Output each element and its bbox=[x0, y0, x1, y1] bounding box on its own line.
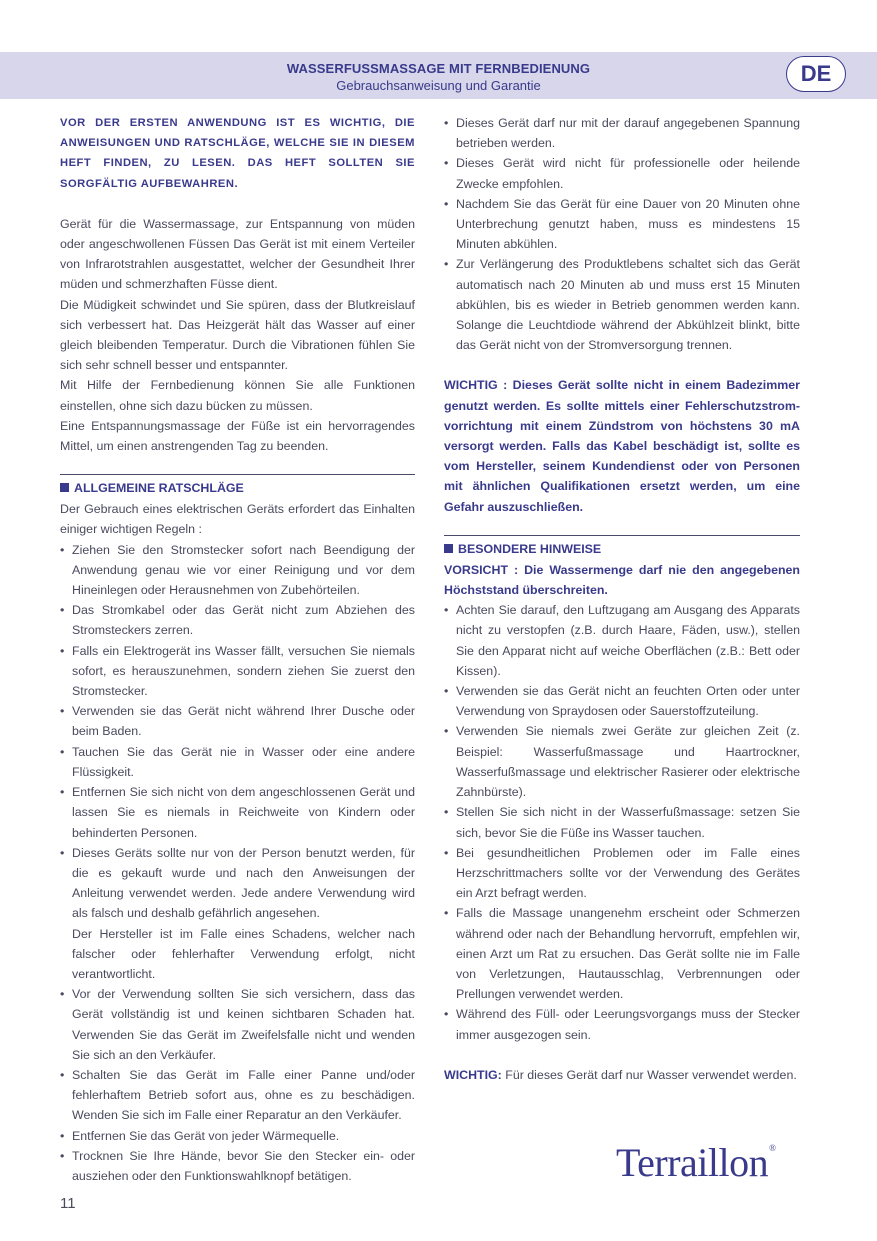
list-item: • Entfernen Sie sich nicht von dem angeschlossenen Gerät und lassen Sie es niemals in Reichweite von Kindern oder behinderten Personen. bbox=[60, 785, 415, 840]
final-note-label: WICHTIG: bbox=[444, 1067, 502, 1082]
list-item: • Zur Verlängerung des Produktlebens schaltet sich das Gerät automatisch nach 20 Minuten ab und muss erst 15 Minuten abkühlen, bis es wieder in Betrieb genommen werden kann. Solange die Leuchtdiode während der Abkühlzeit blinkt, bitte das Gerät nicht von der Stromversorgung trennen. bbox=[444, 257, 800, 353]
list-item: • Verwenden sie das Gerät nicht während Ihrer Dusche oder beim Baden. bbox=[60, 704, 415, 739]
section-divider bbox=[60, 474, 415, 475]
section-heading-special: BESONDERE HINWEISE bbox=[444, 538, 800, 560]
section-intro: Der Gebrauch eines elektrischen Geräts erfordert das Einhalten einiger wichtigen Regeln : bbox=[60, 502, 415, 537]
final-note-text: Für dieses Gerät darf nur Wasser verwendet werden. bbox=[501, 1067, 797, 1082]
section-heading-general: ALLGEMEINE RATSCHLÄGE bbox=[60, 477, 415, 499]
list-item: • Verwenden Sie niemals zwei Geräte zur gleichen Zeit (z. Beispiel: Wasserfußmassage und Haartrockner, Wasserfußmassage und elektrischer Rasierer oder elektrische Zahnbürste). bbox=[444, 724, 800, 800]
list-item: • Falls ein Elektrogerät ins Wasser fällt, versuchen Sie niemals sofort, es herauszunehmen, sondern ziehen Sie zuerst den Stromstecker. bbox=[60, 643, 415, 699]
special-notes-list bbox=[444, 600, 800, 1044]
list-item: • Falls die Massage unangenehm erscheint oder Schmerzen während oder nach der Behandlung hervorruft, empfehlen wir, einen Arzt um Rat zu ersuchen. Das Gerät sollte nie im Falle von Verletzungen, Hautausschlag, Verbrennungen oder Prellungen verwendet werden. bbox=[444, 906, 800, 1002]
list-item: • Dieses Gerät wird nicht für professionelle oder heilende Zwecke empfohlen. bbox=[444, 156, 800, 191]
list-item: • Ziehen Sie den Stromstecker sofort nach Beendigung der Anwendung genau wie vor einer Reinigung und vor dem Hineinlegen oder Herausnehmen von Zubehörteilen. bbox=[60, 542, 415, 598]
usage-conditions-list bbox=[444, 113, 800, 355]
list-item: • Vor der Verwendung sollten Sie sich versichern, dass das Gerät vollständig ist und keinen sichtbaren Schaden hat. Verwenden Sie das Gerät im Zweifelsfalle nicht und wenden Sie sich an den Verkäufer. bbox=[60, 987, 415, 1062]
document-subtitle: Gebrauchsanweisung und Garantie bbox=[336, 78, 541, 93]
list-item: • Nachdem Sie das Gerät für eine Dauer von 20 Minuten ohne Unterbrechung genutzt haben, muss es mindestens 15 Minuten abkühlen. bbox=[444, 196, 800, 252]
document-title: WASSERFUSSMASSAGE MIT FERNBEDIENUNG bbox=[286, 61, 591, 76]
square-bullet-icon bbox=[444, 544, 453, 553]
intro-paragraph-2: Die Müdigkeit schwindet und Sie spüren, dass der Blutkreislauf sich verbessert hat. Das Heizgerät hält das Wasser auf einer gleich bleibenden Temperatur. Durch die Vibrationen fühlen Sie sich sehr schnell besser und entspannter. bbox=[60, 297, 415, 373]
logo-text: Terraillon bbox=[616, 1140, 769, 1185]
final-note bbox=[444, 1065, 800, 1085]
right-column bbox=[444, 113, 800, 1085]
intro-paragraph-4: Eine Entspannungsmassage der Füße ist ein hervorragendes Mittel, um einen anstrengenden Tag zu beenden. bbox=[60, 418, 415, 454]
page-number: 11 bbox=[60, 1195, 76, 1212]
intro-paragraph-3: Mit Hilfe der Fernbedienung können Sie alle Funktionen einstellen, ohne sich dazu bücken zu müssen. bbox=[60, 378, 415, 413]
list-item-continuation: Der Hersteller ist im Falle eines Schadens, welcher nach falscher oder fehlerhafter Verwendung erfolgt, nicht verantwortlicht. bbox=[72, 926, 415, 981]
list-item: • Verwenden sie das Gerät nicht an feuchten Orten oder unter Verwendung von Spraydosen oder Sauerstoffzuteilung. bbox=[444, 684, 800, 719]
list-item: • Achten Sie darauf, den Luftzugang am Ausgang des Apparats nicht zu verstopfen (z.B. durch Haare, Fäden, usw.), stellen Sie den Apparat nicht auf weiche Oberflächen (z.B.: Bett oder Kissen). bbox=[444, 603, 800, 678]
caution-notice: VORSICHT : Die Wassermenge darf nie den angegebenen Höchststand überschreiten. bbox=[444, 562, 800, 598]
intro-paragraph-1: Gerät für die Wassermassage, zur Entspannung von müden oder angeschwollenen Füssen Das Gerät ist mit einem Verteiler von Infrarotstrahlen ausgestattet, welcher der Gesundheit Ihrer müden und schmerzhaften Füsse dient. bbox=[60, 216, 415, 292]
general-advice-list bbox=[60, 540, 415, 1187]
list-item: • Tauchen Sie das Gerät nie in Wasser oder eine andere Flüssigkeit. bbox=[60, 744, 415, 779]
list-item: • Das Stromkabel oder das Gerät nicht zum Abziehen des Stromsteckers zerren. bbox=[60, 603, 415, 638]
square-bullet-icon bbox=[60, 483, 69, 492]
list-item: • Während des Füll- oder Leerungsvorgangs muss der Stecker immer ausgezogen sein. bbox=[444, 1007, 800, 1042]
terraillon-logo bbox=[616, 1138, 806, 1188]
important-warning: WICHTIG : Dieses Gerät sollte nicht in einem Badezimmer genutzt werden. Es sollte mittels einer Fehlerschutzstrom-vorrichtung mit einem Zündstrom von höchstens 30 mA versorgt werden. Falls das Kabel beschädigt ist, sollte es vom Hersteller, seinem Kundendienst oder von Personen mit ähnlichen Qualifikationen ersetzt werden, um eine Gefahr auszuschließen. bbox=[444, 378, 800, 514]
list-item: • Schalten Sie das Gerät im Falle einer Panne und/oder fehlerhaftem Betrieb sofort aus, ohne es zu beschädigen. Wenden Sie sich im Falle einer Reparatur an den Verkäufer. bbox=[60, 1067, 415, 1123]
registered-mark: ® bbox=[769, 1143, 776, 1153]
left-column bbox=[60, 113, 415, 1186]
list-item: • Dieses Gerät darf nur mit der darauf angegebenen Spannung betrieben werden. bbox=[444, 116, 800, 151]
list-item: • Dieses Geräts sollte nur von der Person benutzt werden, für die es gekauft wurde und nach den Anweisungen der Anleitung verwendet werden. Jede andere Verwendung wird als falsch und deshalb gefährlich angesehen. Der Hersteller ist im Falle eines Schadens, welcher nach falscher oder fehlerhafter Verwendung erfolgt, nicht verantwortlicht. bbox=[60, 845, 415, 981]
list-item: • Bei gesundheitlichen Problemen oder im Falle eines Herzschrittmachers sollte vor der Verwendung des Gerätes ein Arzt befragt werden. bbox=[444, 845, 800, 901]
list-item: • Trocknen Sie Ihre Hände, bevor Sie den Stecker ein- oder ausziehen oder den Funktionswahlknopf betätigen. bbox=[60, 1148, 415, 1183]
language-badge: DE bbox=[786, 56, 846, 92]
section-divider bbox=[444, 535, 800, 536]
intro-notice: VOR DER ERSTEN ANWENDUNG IST ES WICHTIG, DIE ANWEISUNGEN UND RATSCHLÄGE, WELCHE SIE IN DIESEM HEFT FINDEN, ZU LESEN. DAS HEFT SOLLTEN SIE SORGFÄLTIG AUFBEWAHREN. bbox=[60, 117, 415, 190]
list-item: • Entfernen Sie das Gerät von jeder Wärmequelle. bbox=[60, 1128, 340, 1143]
list-item: • Stellen Sie sich nicht in der Wasserfußmassage: setzen Sie sich, bevor Sie die Füße ins Wasser tauchen. bbox=[444, 805, 800, 840]
